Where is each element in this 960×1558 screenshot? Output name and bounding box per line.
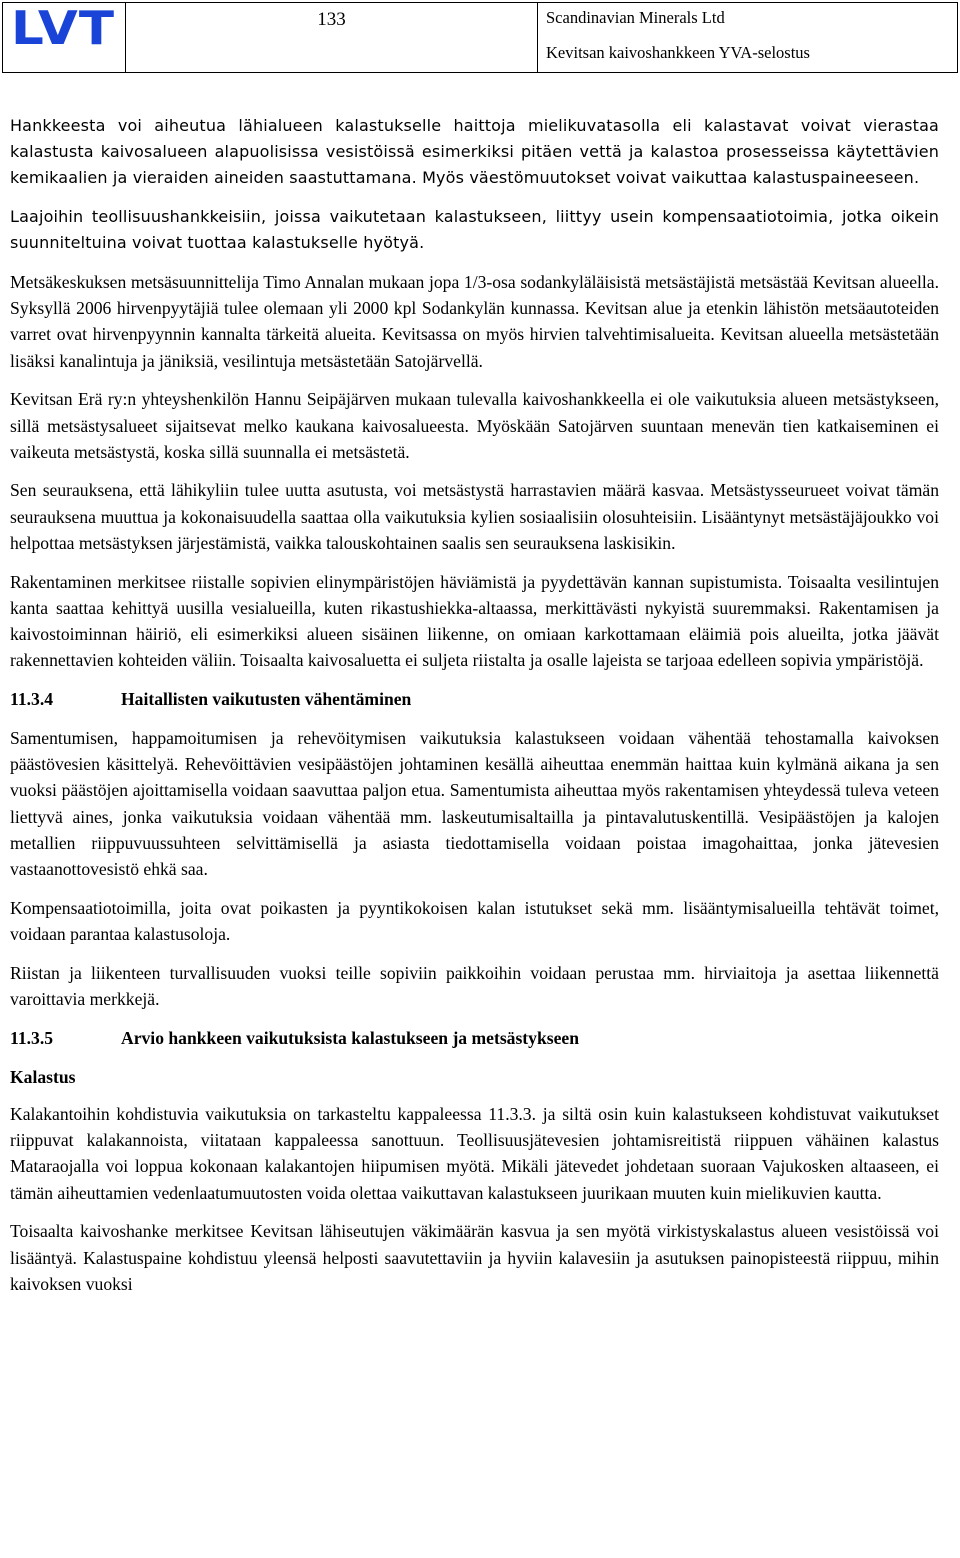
paragraph: Sen seurauksena, että lähikyliin tulee uutta asutusta, voi metsästystä harrastavien määrä kasvaa. Metsästysseurueet voivat tämän seurauksena muuttua ja kokonaisuudella saattaa olla vaikutuksia kylien sosiaalisiin olosuhteisiin. Lisääntynyt metsästäjäjoukko voi helpottaa metsästyksen järjestämistä, vaikka talouskohtainen saalis sen seurauksena laskisikin. <box>10 480 939 553</box>
section-number: 11.3.4 <box>10 688 54 709</box>
document-body <box>10 113 939 1309</box>
paragraph: Riistan ja liikenteen turvallisuuden vuoksi teille sopiviin paikkoihin voidaan perustaa mm. hirviaitoja ja asettaa liikennettä varoittavia merkkejä. <box>10 962 939 1009</box>
subheading: Kalastus <box>10 1066 76 1087</box>
paragraph: Kevitsan Erä ry:n yhteyshenkilön Hannu Seipäjärven mukaan tulevalla kaivoshankkeella ei ole vaikutuksia alueen metsästykseen, sillä metsästysalueet sijaitsevat melko kaukana kaivosalueesta. Myöskään Satojärven suuntaan menevän tien katkaiseminen ei vaikeuta metsästystä, koska sillä suunnalla ei metsästetä. <box>10 389 939 462</box>
page-header <box>2 2 958 73</box>
document-title: Kevitsan kaivoshankkeen YVA-selostus <box>546 43 810 62</box>
section-heading <box>10 1025 939 1051</box>
paragraph: Kalakantoihin kohdistuvia vaikutuksia on tarkasteltu kappaleessa 11.3.3. ja siltä osin kuin kalastukseen kohdistuvat vaikutukset riippuvat kalakannoista, viitataan kappaleessa sanottuun. Teollisuusjätevesien johtamisreitistä riippuen vähäinen kalastus Mataraojalla voi loppua kokonaan kalakantojen hiipumisen myötä. Mikäli jätevedet johdetaan suoraan Vajukosken altaaseen, ei tämän aiheuttamien vedenlaatumuutosten voida olettaa vaikuttavan kalastukseen juurikaan muuten kuin mielikuvien kautta. <box>10 1104 939 1203</box>
logo-cell <box>3 3 126 73</box>
paragraph: Hankkeesta voi aiheutua lähialueen kalastukselle haittoja mielikuvatasolla eli kalastavat voivat vierastaa kalastusta kaivosalueen alapuolisissa vesistöissä esimerkiksi pitäen vettä ja kalastoa prosesseissa käytettävien kemikaalien ja vieraiden aineiden saastuttamana. Myös väestömuutokset voivat vaikuttaa kalastuspaineeseen. <box>10 116 939 188</box>
section-number: 11.3.5 <box>10 1027 54 1048</box>
company-cell <box>538 3 958 73</box>
company-name: Scandinavian Minerals Ltd <box>546 8 725 27</box>
page-number: 133 <box>317 9 346 30</box>
section-title: Haitallisten vaikutusten vähentäminen <box>121 688 412 709</box>
paragraph: Laajoihin teollisuushankkeisiin, joissa vaikutetaan kalastukseen, liittyy usein kompensaatiotoimia, jotka oikein suunniteltuina voivat tuottaa kalastukselle hyötyä. <box>10 207 939 253</box>
paragraph: Toisaalta kaivoshanke merkitsee Kevitsan lähiseutujen väkimäärän kasvua ja sen myötä virkistyskalastus alueen vesistöissä voi lisääntyä. Kalastuspaine kohdistuu yleensä helposti saavutettaviin ja hyviin kalavesiin ja asutuksen painopisteestä riippuu, mihin kaivoksen vuoksi <box>10 1221 939 1294</box>
paragraph: Metsäkeskuksen metsäsuunnittelija Timo Annalan mukaan jopa 1/3-osa sodankyläläisistä metsästäjistä metsästää Kevitsan alueella. Syksyllä 2006 hirvenpyytäjiä tulee olemaan yli 2000 kpl Sodankylän kunnassa. Kevitsan alue ja etenkin lähistön metsäautoteiden varret ovat hirvenpyynnin kannalta tärkeitä alueita. Kevitsassa on myös hirvien talvehtimisalueita. Kevitsan alueella metsästetään lisäksi kanalintuja ja jäniksiä, vesilintuja metsästetään Satojärvellä. <box>10 272 939 371</box>
lvt-logo: LVT <box>11 1 116 55</box>
section-title: Arvio hankkeen vaikutuksista kalastukseen ja metsästykseen <box>121 1027 579 1048</box>
section-heading <box>10 686 939 712</box>
paragraph: Rakentaminen merkitsee riistalle sopivien elinympäristöjen häviämistä ja pyydettävän kannan supistumista. Toisaalta vesilintujen kanta saattaa kehittyä uusilla vesialueilla, kuten rikastushiekka-altaassa, merkittävästi nykyistä suuremmaksi. Rakentamisen ja kaivostoiminnan häiriö, eli esimerkiksi alueen sisäinen liikenne, on omiaan karkottamaan eläimiä pois alueilta, jotka jäävät rakennettavien kohteiden väliin. Toisaalta kaivosaluetta ei suljeta riistalta ja osalle lajeista se tarjoaa edelleen sopivia ympäristöjä. <box>10 571 939 671</box>
page-number-cell <box>126 3 538 73</box>
paragraph: Kompensaatiotoimilla, joita ovat poikasten ja pyyntikokoisen kalan istutukset sekä mm. lisääntymisalueilla tehtävät toimet, voidaan parantaa kalastusoloja. <box>10 897 939 944</box>
paragraph: Samentumisen, happamoitumisen ja rehevöitymisen vaikutuksia kalastukseen voidaan vähentää tehostamalla kaivoksen päästövesien käsittelyä. Rehevöittävien vesipäästöjen johtaminen kesällä aiheuttaa enemmän haittaa kuin kylmänä aikana ja sen vuoksi päästöjen ajoittamisella voidaan saavuttaa paljon etua. Samentumista aiheuttaa myös rakentamisen yhteydessä tuleva veteen liettyvä aines, jonka vaikutuksia voidaan vähentää mm. laskeutumisaltailla ja pintavalutuskentillä. Vesipäästöjen ja kalojen metallien riippuvuussuhteen selvittämisellä ja asiasta tiedottamisella voidaan poistaa imagohaittaa, jonka jätevesien vastaanottovesistö ehkä saa. <box>10 728 939 880</box>
